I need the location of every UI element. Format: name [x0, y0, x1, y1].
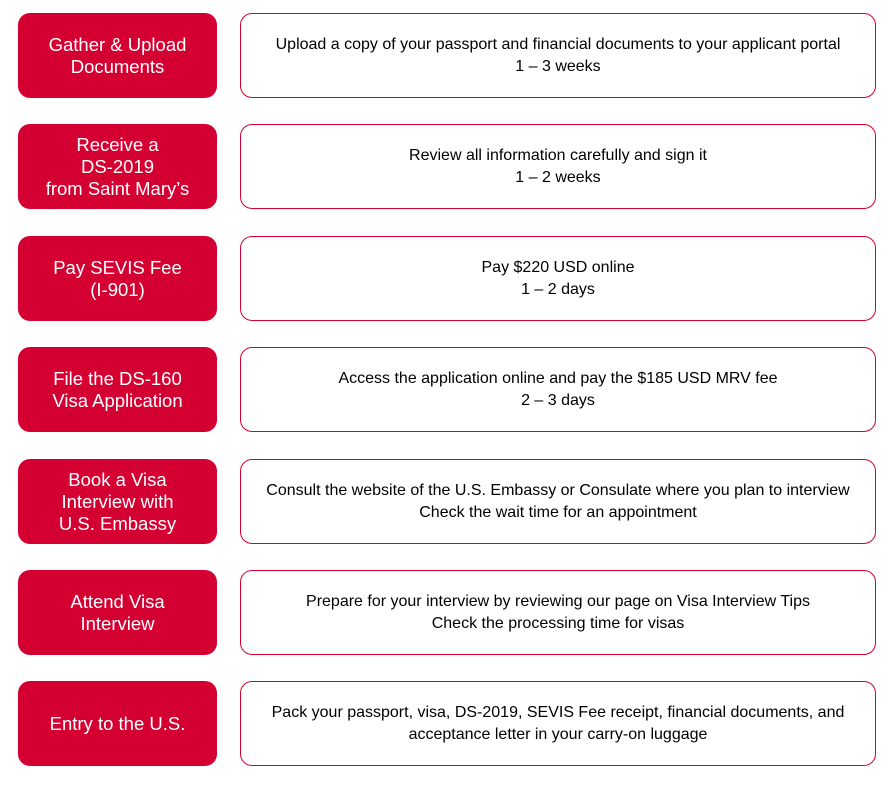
step-label-line: Pay SEVIS Fee	[53, 256, 182, 278]
step-label-file-ds160	[18, 347, 217, 432]
step-duration: 1 – 2 days	[521, 280, 595, 298]
step-duration: 1 – 2 weeks	[515, 168, 601, 186]
step-label-line: Visa Application	[52, 389, 183, 411]
step-label-gather-upload	[18, 13, 217, 98]
step-detail-book-interview	[240, 459, 876, 544]
step-label-line: Attend Visa	[70, 590, 165, 612]
step-detail-line: Review all information carefully and sign it	[409, 146, 707, 164]
step-label-line: DS-2019	[80, 155, 154, 177]
step-detail-entry-us	[240, 681, 876, 766]
step-detail-line: Access the application online and pay the $185 USD MRV fee	[338, 369, 778, 387]
step-label-line: Interview with	[61, 490, 174, 512]
step-label-line: Documents	[70, 55, 165, 77]
step-detail-line: acceptance letter in your carry-on luggage	[408, 725, 708, 743]
step-duration: 2 – 3 days	[521, 391, 595, 409]
step-detail-attend-interview	[240, 570, 876, 655]
step-detail-line: Upload a copy of your passport and financial documents to your applicant portal	[275, 35, 841, 53]
step-label-line: U.S. Embassy	[58, 512, 177, 534]
step-duration: 1 – 3 weeks	[515, 57, 601, 75]
step-detail-line: Consult the website of the U.S. Embassy or Consulate where you plan to interview	[266, 481, 850, 499]
step-label-attend-interview	[18, 570, 217, 655]
step-label-book-interview	[18, 459, 217, 544]
step-detail-file-ds160	[240, 347, 876, 432]
step-detail-line: Check the processing time for visas	[431, 614, 685, 632]
step-detail-pay-sevis	[240, 236, 876, 321]
step-detail-line: Pay $220 USD online	[481, 258, 635, 276]
step-label-line: (I-901)	[90, 278, 145, 300]
step-detail-line: Prepare for your interview by reviewing our page on Visa Interview Tips	[306, 592, 810, 610]
step-label-pay-sevis	[18, 236, 217, 321]
step-label-line: Gather & Upload	[48, 33, 187, 55]
step-label-line: Receive a	[76, 133, 159, 155]
step-label-line: Interview	[80, 612, 155, 634]
step-detail-receive-ds2019	[240, 124, 876, 209]
step-detail-gather-upload	[240, 13, 876, 98]
step-label-receive-ds2019	[18, 124, 217, 209]
step-label-line: File the DS-160	[53, 367, 182, 389]
step-detail-line: Check the wait time for an appointment	[419, 503, 697, 521]
step-label-entry-us	[18, 681, 217, 766]
step-detail-line: Pack your passport, visa, DS-2019, SEVIS Fee receipt, financial documents, and	[271, 703, 845, 721]
step-label-line: from Saint Mary’s	[45, 177, 190, 199]
step-label-line: Entry to the U.S.	[49, 712, 186, 734]
step-label-line: Book a Visa	[68, 468, 167, 490]
